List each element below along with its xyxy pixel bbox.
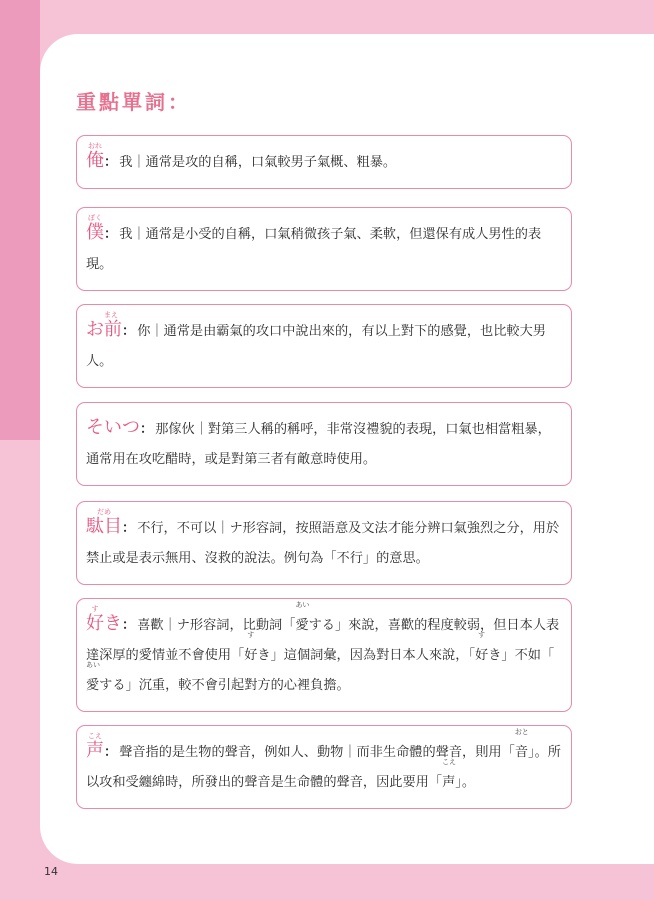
term-text: 僕 (86, 222, 104, 243)
vocab-term (86, 732, 104, 761)
vocab-definition: 我｜通常是攻的自稱，口氣較男子氣概、粗暴。 (119, 155, 397, 170)
colon: ： (104, 227, 118, 242)
vocab-card-koe (76, 725, 572, 809)
inline-ruby-word: こえ 声 (442, 758, 457, 790)
page-number: 14 (44, 865, 58, 878)
term-ruby: す (91, 605, 99, 613)
vocab-definition: 聲音指的是生物的聲音，例如人、動物｜而非生命體的聲音，則用「 おと 音」。所以攻和受纏綿時，所發出的聲音是生命體的聲音，因此要用「 こえ 声」。 (86, 745, 561, 790)
vocab-definition: 不行，不可以｜ナ形容詞，按照語意及文法才能分辨口氣強烈之分，用於禁止或是表示無用、沒救的說法。例句為「不行」的意思。 (86, 521, 560, 566)
vocab-card-omae (76, 304, 572, 388)
colon: ： (122, 324, 136, 339)
vocab-card-suki (76, 598, 572, 712)
vocab-card-soitsu (76, 402, 572, 486)
term-text: 俺 (86, 150, 104, 171)
vocab-term (86, 605, 122, 634)
vocab-definition: 那傢伙｜對第三人稱的稱呼，非常沒禮貌的表現，口氣也相當粗暴，通常用在攻吃醋時，或是對第三者有敵意時使用。 (86, 422, 551, 467)
colon: ： (122, 521, 136, 536)
term-text: そいつ (86, 417, 140, 438)
vocab-term (86, 311, 122, 340)
term-text: 声 (86, 740, 104, 761)
colon: ： (104, 155, 118, 170)
inline-ruby-word: す 好き (244, 631, 271, 663)
term-ruby: だめ (97, 508, 111, 516)
vocab-term (86, 508, 122, 537)
term-ruby: まえ (104, 311, 118, 319)
vocab-card-boku (76, 207, 572, 291)
vocab-definition: 喜歡｜ナ形容詞，比動詞「 あい 愛する」來說，喜歡的程度較弱，但日本人表達深厚的愛情並不會使用「 す 好き」這個詞彙，因為對日本人來說，「 す 好き」不如「 あい 愛する」沉重，較不會引起對方的心裡負擔。 (86, 618, 559, 693)
term-text: 駄目 (86, 516, 122, 537)
background-accent-strip (0, 0, 40, 440)
term-text: お前 (86, 319, 122, 340)
term-text: 好き (86, 613, 122, 634)
inline-ruby-word: す 好き (475, 631, 502, 663)
inline-ruby-word: あい 愛する (86, 661, 126, 693)
vocab-card-ore (76, 135, 572, 189)
section-title: 重點單詞： (76, 90, 191, 114)
colon: ： (140, 422, 154, 437)
vocab-term (86, 418, 140, 438)
inline-ruby-word: あい 愛する (295, 601, 335, 633)
term-ruby: ぼく (88, 214, 102, 222)
term-ruby: こえ (88, 732, 102, 740)
vocab-card-dame (76, 501, 572, 585)
term-ruby: おれ (88, 142, 102, 150)
vocab-term (86, 142, 104, 171)
colon: ： (122, 618, 136, 633)
vocab-definition: 你｜通常是由霸氣的攻口中說出來的，有以上對下的感覺，也比較大男人。 (86, 324, 546, 369)
colon: ： (104, 745, 118, 760)
vocab-term (86, 214, 104, 243)
inline-ruby-word: おと 音 (514, 728, 529, 760)
vocab-definition: 我｜通常是小受的自稱，口氣稍微孩子氣、柔軟，但還保有成人男性的表現。 (86, 227, 542, 272)
